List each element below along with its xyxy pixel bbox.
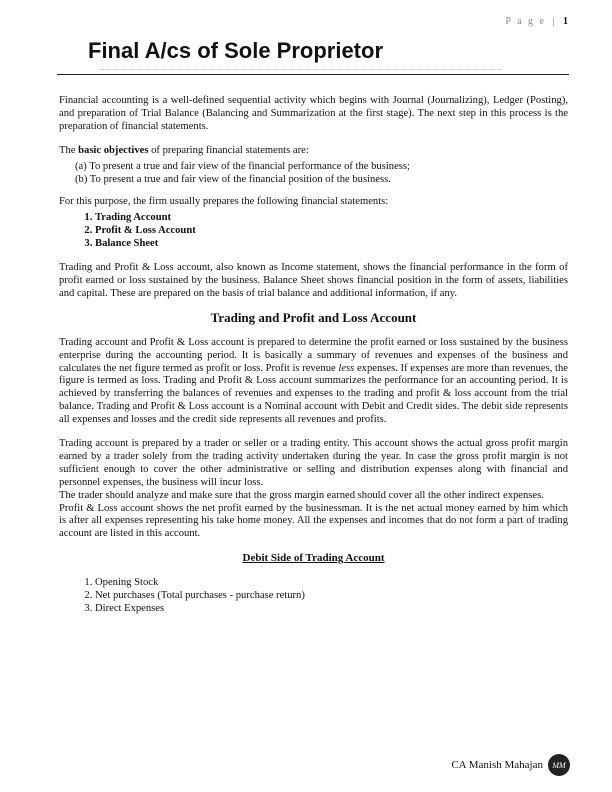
section-heading: Trading and Profit and Loss Account (210, 309, 417, 325)
list-item: 2. Profit & Loss Account (95, 225, 568, 238)
debit-side-heading: Debit Side of Trading Account (242, 552, 385, 565)
list-item: (b) To present a true and fair view of the financial position of the business. (75, 173, 391, 185)
objectives-prefix: The (59, 144, 79, 156)
trading-paragraph: Trading account is prepared by a trader or seller or a trading entity. This account shows the actual gross profit margin earned by a trader solely from the trading activity undertaken during the year. In case the gross profit margin is not sufficient enough to cover the other administrative or selling and distribution expenses along with financial and personnel expenses, the business will incur loss. (59, 438, 568, 488)
tpl-text-italic: less (338, 362, 355, 374)
author-logo-icon: MM (548, 754, 570, 776)
page-title: Final A/cs of Sole Proprietor (88, 38, 384, 63)
objectives-suffix: of preparing financial statements are: (148, 144, 309, 156)
list-item: 2. Net purchases (Total purchases - purchase return) (95, 590, 568, 603)
page-number: 1 (563, 16, 568, 27)
footer (451, 754, 570, 776)
list-item: 1. Trading Account (95, 212, 568, 225)
trader-paragraph: The trader should analyze and make sure that the gross margin earned should cover all the other indirect expenses. (59, 489, 544, 501)
list-item: 3. Balance Sheet (95, 238, 568, 251)
title-rule (57, 74, 569, 75)
list-item: (a) To present a true and fair view of the financial performance of the business; (75, 160, 410, 172)
tpl-text-after: expenses. If expenses are more than revenues, the figure is termed as loss. Trading and Profit & Loss account summarizes the performance for an accounting period. It is achieved by transferring the balances of revenues and expenses to the trading and profit & loss account from the trial balance. Trading and Profit & Loss account is a Nominal account with Debit and Credit sides. The debit side represents all expenses and losses and the credit side represents all revenues and profits. (59, 362, 568, 426)
tpl-text-before: Trading account and Profit & Loss account is prepared to determine the profit earned or loss sustained by the business enterprise during the accounting period. It is basically a summary of revenues and expenses of the business and calculates the net figure termed as profit or loss. Profit is revenue (59, 336, 568, 374)
tpl-paragraph (59, 337, 568, 427)
statements-intro: For this purpose, the firm usually prepares the following financial statements: (59, 196, 389, 208)
list-item: 1. Opening Stock (95, 577, 568, 590)
pl-paragraph: Profit & Loss account shows the net profit earned by the businessman. It is the net actual money earned by him which is after all expenses representing his take home money. All the expenses and incomes that do not form a part of trading account are listed in this account. (59, 502, 568, 540)
intro-paragraph: Financial accounting is a well-defined sequential activity which begins with Journal (Journalizing), Ledger (Posting), and preparation of Trial Balance (Balancing and Summarization at the first stage). The next step in this process is the preparation of financial statements. (59, 95, 568, 132)
page-separator: | (552, 16, 557, 27)
title-dotted-underline (100, 69, 500, 72)
page-label: P a g e (505, 16, 546, 27)
list-item: 3. Direct Expenses (95, 603, 568, 616)
objectives-bold: basic objectives (78, 144, 149, 156)
document-body (59, 95, 568, 616)
page-number-header (505, 16, 568, 27)
author-name: CA Manish Mahajan (451, 759, 543, 771)
objectives-list (59, 161, 568, 187)
statements-list (59, 212, 568, 251)
statements-paragraph: Trading and Profit & Loss account, also known as Income statement, shows the financial performance in the form of profit earned or loss sustained by the business. Balance Sheet shows financial position in the form of assets, liabilities and capital. These are prepared on the basis of trial balance and additional information, if any. (59, 262, 568, 299)
objectives-intro (59, 145, 568, 158)
debit-items-list (59, 577, 568, 616)
